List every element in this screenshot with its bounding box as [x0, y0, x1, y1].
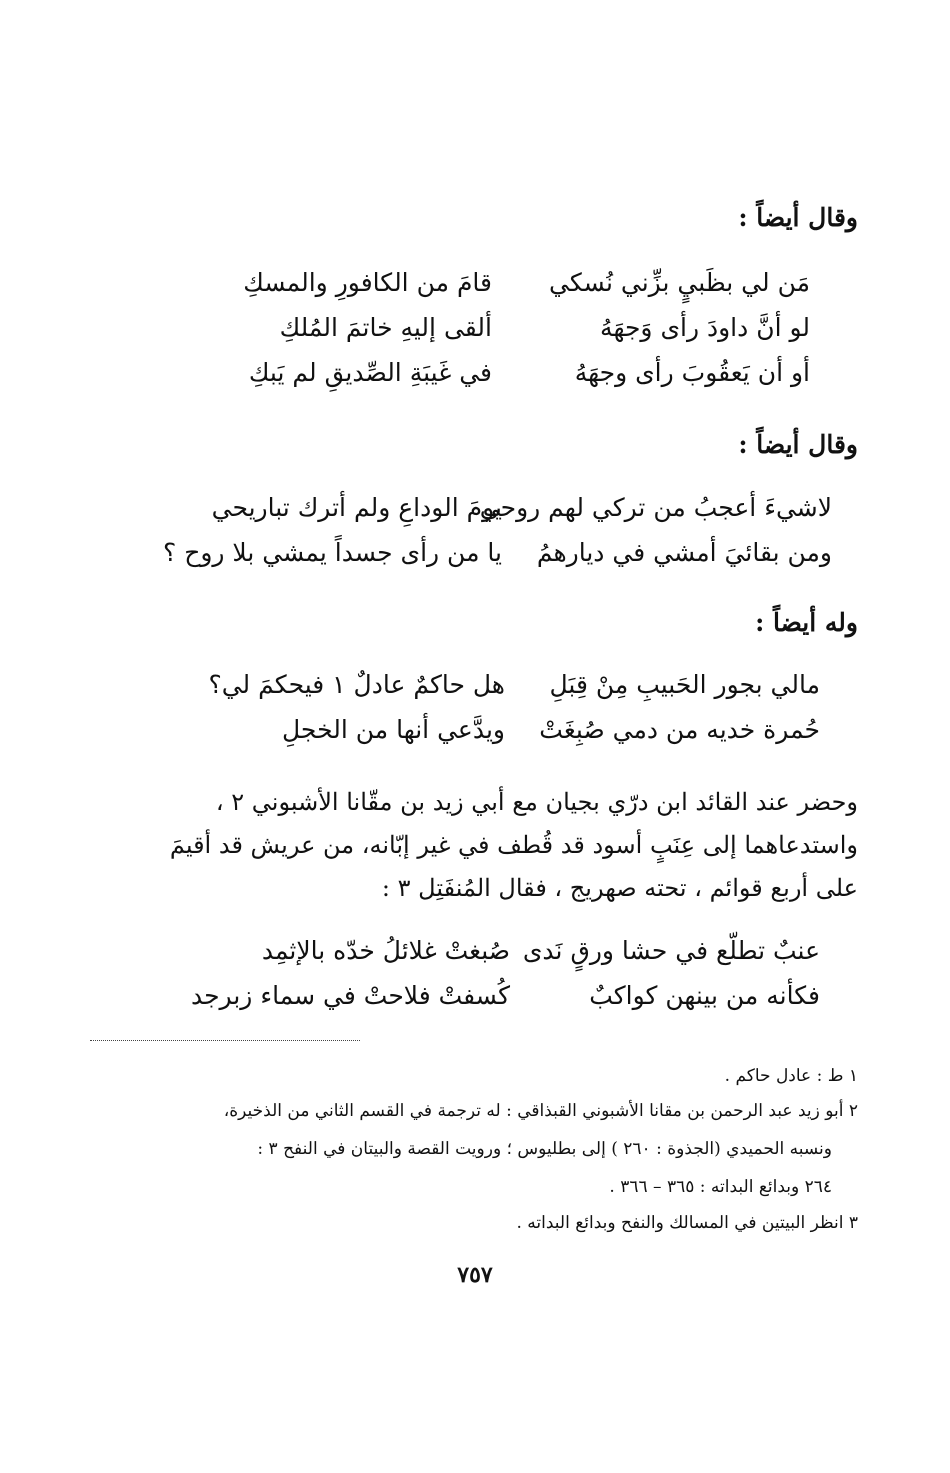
verse-second-hemistich: صُبغتْ غلائلُ خدّه بالإثمِد [261, 936, 510, 965]
prose-line: واستدعاهما إلى عِنَبٍ أسود قد قُطف في غير إبّانه، من عريش قد أقيمَ [169, 831, 858, 859]
footnote-continuation: ٢٦٤ وبدائع البداته : ٣٦٥ – ٣٦٦ . [609, 1177, 832, 1197]
verse-second-hemistich: كُسفتْ فلاحتْ في سماء زبرجد [190, 981, 510, 1010]
section-heading: وله أيضاً : [755, 608, 858, 637]
verse-first-hemistich: فكأنه من بينهن كواكبٌ [589, 981, 820, 1010]
page-number: ٧٥٧ [457, 1262, 493, 1288]
verse-second-hemistich: يومَ الوداعِ ولم أترك تباريحي [211, 493, 502, 522]
footnote: ٣ انظر البيتين في المسالك والنفح وبدائع البداته . [516, 1213, 858, 1233]
verse-second-hemistich: في غَيبَةِ الصِّديقِ لم يَبكِ [248, 358, 492, 387]
footnote-continuation: ونسبه الحميدي (الجذوة : ٢٦٠ ) إلى بطليوس ؛ ورويت القصة والبيتان في النفح ٣ : [257, 1139, 832, 1159]
section-heading: وقال أيضاً : [738, 203, 858, 232]
verse-second-hemistich: ألقى إليهِ خاتمَ المُلكِ [279, 313, 492, 342]
footnote: ٢ أبو زيد عبد الرحمن بن مقانا الأشبوني القبذاقي : له ترجمة في القسم الثاني من الذخيرة، [223, 1101, 858, 1121]
verse-second-hemistich: قامَ من الكافورِ والمسكِ [243, 268, 492, 297]
verse-first-hemistich: أو أن يَعقُوبَ رأى وجهَهُ [574, 358, 810, 387]
prose-line: على أربع قوائم ، تحته صهريج ، فقال المُنفَتِل ٣ : [381, 874, 858, 902]
verse-first-hemistich: ومن بقائيَ أمشي في ديارهمُ [536, 538, 832, 567]
verse-second-hemistich: هل حاكمٌ عادلٌ ١ فيحكمَ لي؟ [208, 670, 505, 699]
verse-first-hemistich: عنبٌ تطلّع في حشا ورقٍ نَدى [522, 936, 820, 965]
footnote-separator [90, 1040, 360, 1041]
verse-first-hemistich: حُمرة خديه من دمي صُبِغَتْ [539, 715, 820, 744]
prose-line: وحضر عند القائد ابن درّي بجيان مع أبي زيد بن مقّانا الأشبوني ٢ ، [215, 788, 858, 816]
verse-second-hemistich: ويدَّعي أنها من الخجلِ [282, 715, 505, 744]
verse-first-hemistich: لاشيءَ أعجبُ من تركي لهم روحي [479, 493, 832, 522]
footnote: ١ ط : عادل حاكم . [724, 1066, 858, 1086]
verse-first-hemistich: مَن لي بظَبيٍ بزِّني نُسكي [549, 268, 810, 297]
verse-first-hemistich: لو أنَّ داودَ رأى وَجهَهُ [600, 313, 810, 342]
verse-first-hemistich: مالي بجور الحَبيبِ مِنْ قِبَلِ [549, 670, 820, 699]
verse-second-hemistich: يا من رأى جسداً يمشي بلا روح ؟ [162, 538, 502, 567]
section-heading: وقال أيضاً : [738, 430, 858, 459]
